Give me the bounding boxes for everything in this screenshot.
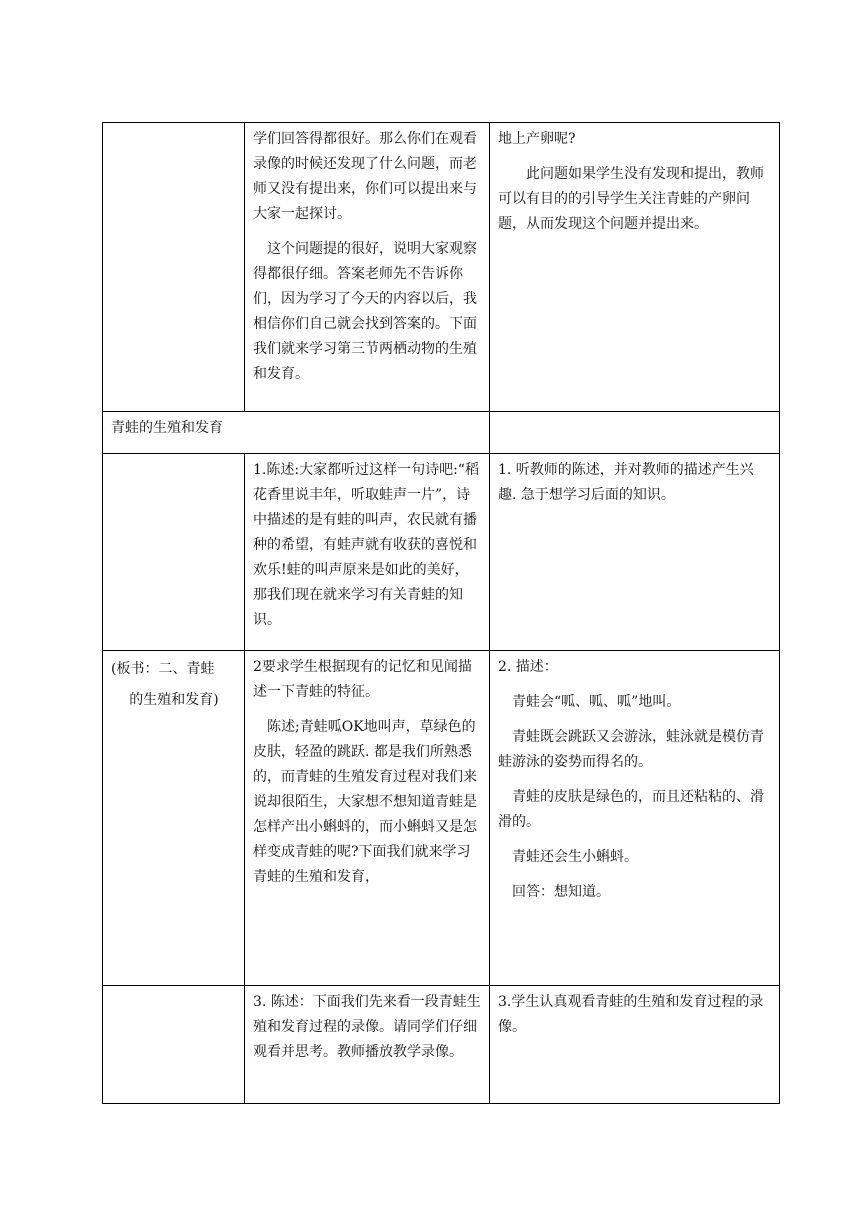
section-title-cell	[103, 412, 490, 454]
student-text: 地上产卵呢?	[498, 131, 576, 147]
student-text: 青蛙既会跳跃又会游泳，蛙泳就是模仿青蛙游泳的姿势而得名的。	[498, 729, 764, 770]
student-text: 回答：想知道。	[512, 884, 610, 900]
student-text: 青蛙会“呱、呱、呱”地叫。	[512, 694, 681, 710]
table-row	[103, 986, 780, 1104]
board-notes-cell	[103, 454, 245, 651]
board-note-text: 的生殖和发育)	[129, 692, 219, 708]
student-activity-cell	[490, 651, 780, 986]
table-row	[103, 454, 780, 651]
teacher-text: 陈述;青蛙呱OK地叫声，草绿色的皮肤，轻盈的跳跃. 都是我们所熟悉的，而青蛙的生殖发育过程对我们来说却很陌生，大家想不想知道青蛙是怎样产出小蝌蚪的，而小蝌蚪又是怎样变成青蛙的呢?下面我们就来学习青蛙的生殖和发育，	[253, 719, 477, 885]
student-text: 此问题如果学生没有发现和提出，教师可以有目的的引导学生关注青蛙的产卵问题，从而发现这个问题并提出来。	[498, 166, 764, 232]
student-text: 1. 听教师的陈述，并对教师的描述产生兴趣. 急于想学习后面的知识。	[498, 462, 754, 503]
student-text: 2. 描述：	[498, 659, 558, 675]
board-note-text: (板书：二、青蛙	[111, 661, 215, 677]
student-text: 青蛙还会生小蝌蚪。	[512, 849, 638, 865]
teacher-activity-cell	[245, 986, 490, 1104]
teacher-activity-cell	[245, 454, 490, 651]
student-text: 青蛙的皮肤是绿色的，而且还粘粘的、滑滑的。	[498, 789, 764, 830]
table-row	[103, 651, 780, 986]
teacher-text: 2要求学生根据现有的记忆和见闻描述一下青蛙的特征。	[253, 659, 472, 700]
table-row	[103, 123, 780, 412]
student-activity-cell	[490, 986, 780, 1104]
teacher-activity-cell	[245, 123, 490, 412]
teacher-text: 这个问题提的很好，说明大家观察得都很仔细。答案老师先不告诉你们，因为学习了今天的内容以后，我相信你们自己就会找到答案的。下面我们就来学习第三节两栖动物的生殖和发育。	[253, 241, 477, 382]
student-text: 3.学生认真观看青蛙的生殖和发育过程的录像。	[498, 994, 764, 1035]
section-title: 青蛙的生殖和发育	[111, 420, 223, 436]
student-activity-cell	[490, 123, 780, 412]
teacher-text: 学们回答得都很好。那么你们在观看录像的时候还发现了什么问题，而老师又没有提出来，你们可以提出来与大家一起探讨。	[253, 131, 477, 222]
board-notes-cell	[103, 651, 245, 986]
teacher-text: 1.陈述:大家都听过这样一句诗吧:“稻花香里说丰年，听取蛙声一片”，诗中描述的是有蛙的叫声，农民就有播种的希望，有蛙声就有收获的喜悦和欢乐!蛙的叫声原来是如此的美好，那我们现在就来学习有关青蛙的知识。	[253, 462, 479, 628]
lesson-plan-table	[102, 122, 780, 1104]
teacher-text: 3. 陈述：下面我们先来看一段青蛙生殖和发育过程的录像。请同学们仔细观看并思考。教师播放教学录像。	[253, 994, 481, 1060]
board-notes-cell	[103, 986, 245, 1104]
table-row	[103, 412, 780, 454]
teacher-activity-cell	[245, 651, 490, 986]
student-activity-cell	[490, 454, 780, 651]
empty-cell	[490, 412, 780, 454]
board-notes-cell	[103, 123, 245, 412]
